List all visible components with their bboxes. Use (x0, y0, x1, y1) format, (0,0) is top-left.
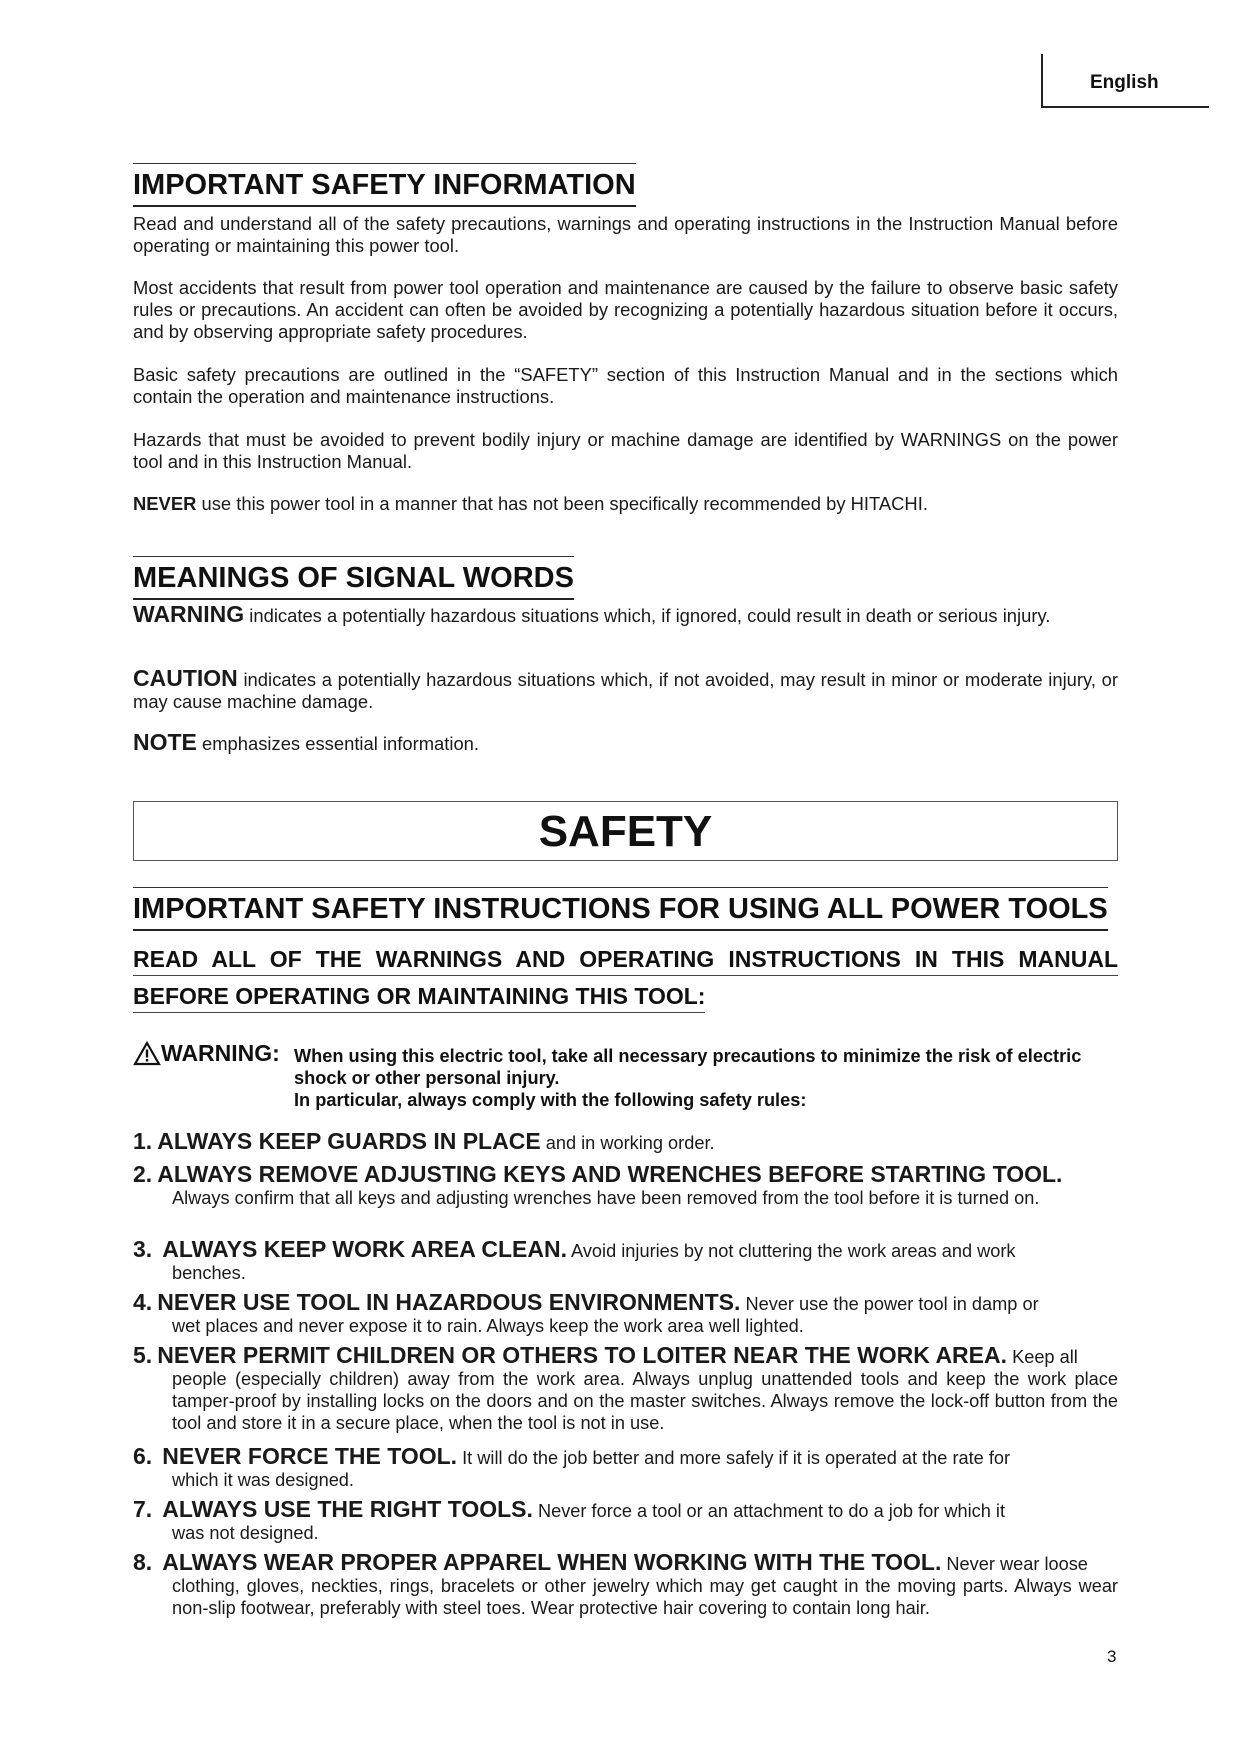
rule-number: 2. (133, 1161, 153, 1187)
rule-heading: ALWAYS USE THE RIGHT TOOLS. (162, 1496, 533, 1522)
warning-triangle-icon (133, 1041, 161, 1066)
rule-text: It will do the job better and more safely if it is operated at the rate for (457, 1448, 1011, 1468)
signal-warning-word: WARNING (133, 601, 245, 627)
rule-text: Keep all (1007, 1347, 1078, 1367)
rule-item (133, 1551, 1118, 1619)
read-all-line-2: BEFORE OPERATING OR MAINTAINING THIS TOOL: (133, 984, 705, 1013)
never-word: NEVER (133, 493, 197, 514)
rule-item (133, 1291, 1118, 1337)
rule-item (133, 1163, 1118, 1209)
rule-text: and in working order. (540, 1133, 715, 1153)
rule-heading: ALWAYS REMOVE ADJUSTING KEYS AND WRENCHES BEFORE STARTING TOOL. (157, 1161, 1063, 1187)
rule-heading: ALWAYS KEEP GUARDS IN PLACE (157, 1128, 541, 1154)
signal-warning (133, 603, 1118, 627)
read-all-notice (133, 947, 1118, 1013)
signal-note-word: NOTE (133, 729, 197, 755)
rule-item (133, 1498, 1118, 1544)
rule-number: 6. (133, 1443, 153, 1469)
rule-continuation: clothing, gloves, neckties, rings, bracelets or other jewelry which may get caught in the moving parts. Always wear non-slip footwear, preferably with steel toes. Wear protective hair covering to contain long hair. (172, 1576, 1118, 1618)
rule-number: 3. (133, 1236, 153, 1262)
section-title-important-safety-information: IMPORTANT SAFETY INFORMATION (133, 163, 636, 207)
rule-continuation: which it was designed. (172, 1470, 354, 1490)
never-text: use this power tool in a manner that has not been specifically recommended by HITACHI. (196, 493, 928, 514)
rule-continuation: Always confirm that all keys and adjusting wrenches have been removed from the tool before it is turned on. (172, 1188, 1040, 1208)
safety-banner-label: SAFETY (538, 807, 713, 856)
rule-number: 8. (133, 1549, 153, 1575)
rule-item (133, 1238, 1118, 1284)
paragraph-hazards: Hazards that must be avoided to prevent bodily injury or machine damage are identified by WARNINGS on the power tool and in this Instruction Manual. (133, 429, 1118, 472)
warning-heading (133, 1040, 280, 1067)
read-all-line-1: READ ALL OF THE WARNINGS AND OPERATING INSTRUCTIONS IN THIS MANUAL (133, 947, 1118, 976)
rule-item (133, 1344, 1118, 1434)
paragraph-read-understand: Read and understand all of the safety precautions, warnings and operating instructions in the Instruction Manual before operating or maintaining this power tool. (133, 213, 1118, 256)
page-number: 3 (1107, 1647, 1117, 1666)
rule-continuation: wet places and never expose it to rain. Always keep the work area well lighted. (172, 1316, 804, 1336)
language-tab (1041, 54, 1209, 108)
signal-warning-text: indicates a potentially hazardous situations which, if ignored, could result in death or serious injury. (244, 605, 1051, 626)
rule-text: Avoid injuries by not cluttering the work areas and work (566, 1241, 1016, 1261)
section-title-instructions: IMPORTANT SAFETY INSTRUCTIONS FOR USING ALL POWER TOOLS (133, 887, 1108, 931)
rule-heading: NEVER USE TOOL IN HAZARDOUS ENVIRONMENTS. (157, 1289, 741, 1315)
warning-text-line-1: When using this electric tool, take all necessary precautions to minimize the risk of electric shock or other personal injury. (294, 1046, 1082, 1088)
rule-number: 7. (133, 1496, 153, 1522)
rule-heading: NEVER PERMIT CHILDREN OR OTHERS TO LOITER NEAR THE WORK AREA. (157, 1342, 1008, 1368)
rule-item (133, 1445, 1118, 1491)
paragraph-accidents: Most accidents that result from power tool operation and maintenance are caused by the failure to observe basic safety rules or precautions. An accident can often be avoided by recognizing a potentially hazardous situation before it occurs, and by observing appropriate safety procedures. (133, 277, 1118, 342)
paragraph-never (133, 493, 1118, 515)
paragraph-basic-precautions: Basic safety precautions are outlined in the “SAFETY” section of this Instruction Manual and in the sections which contain the operation and maintenance instructions. (133, 364, 1118, 407)
rule-text: Never use the power tool in damp or (740, 1294, 1039, 1314)
rule-number: 5. (133, 1342, 153, 1368)
rule-item (133, 1130, 1118, 1154)
rule-number: 1. (133, 1128, 153, 1154)
signal-note (133, 731, 1118, 755)
rule-heading: ALWAYS WEAR PROPER APPAREL WHEN WORKING WITH THE TOOL. (162, 1549, 942, 1575)
rule-heading: NEVER FORCE THE TOOL. (162, 1443, 458, 1469)
safety-banner (133, 801, 1118, 861)
signal-note-text: emphasizes essential information. (196, 733, 480, 754)
rule-continuation: benches. (172, 1263, 246, 1283)
signal-caution-text: indicates a potentially hazardous situations which, if not avoided, may result in minor or moderate injury, or may cause machine damage. (133, 669, 1118, 712)
rule-heading: ALWAYS KEEP WORK AREA CLEAN. (162, 1236, 567, 1262)
rule-continuation: people (especially children) away from the work area. Always unplug unattended tools and keep the work place tamper-proof by installing locks on the doors and on the master switches. Always remove the lock-off button from the tool and store it in a secure place, when the tool is not in use. (172, 1369, 1118, 1433)
warning-body (294, 1045, 1118, 1111)
warning-label: WARNING: (161, 1040, 280, 1066)
rule-number: 4. (133, 1289, 153, 1315)
rule-text: Never wear loose (941, 1554, 1088, 1574)
warning-text-line-2: In particular, always comply with the following safety rules: (294, 1090, 807, 1110)
rule-text: Never force a tool or an attachment to do a job for which it (532, 1501, 1006, 1521)
signal-caution (133, 667, 1118, 713)
language-label: English (1090, 72, 1159, 93)
signal-caution-word: CAUTION (133, 665, 238, 691)
section-title-signal-words: MEANINGS OF SIGNAL WORDS (133, 556, 574, 600)
rule-continuation: was not designed. (172, 1523, 319, 1543)
